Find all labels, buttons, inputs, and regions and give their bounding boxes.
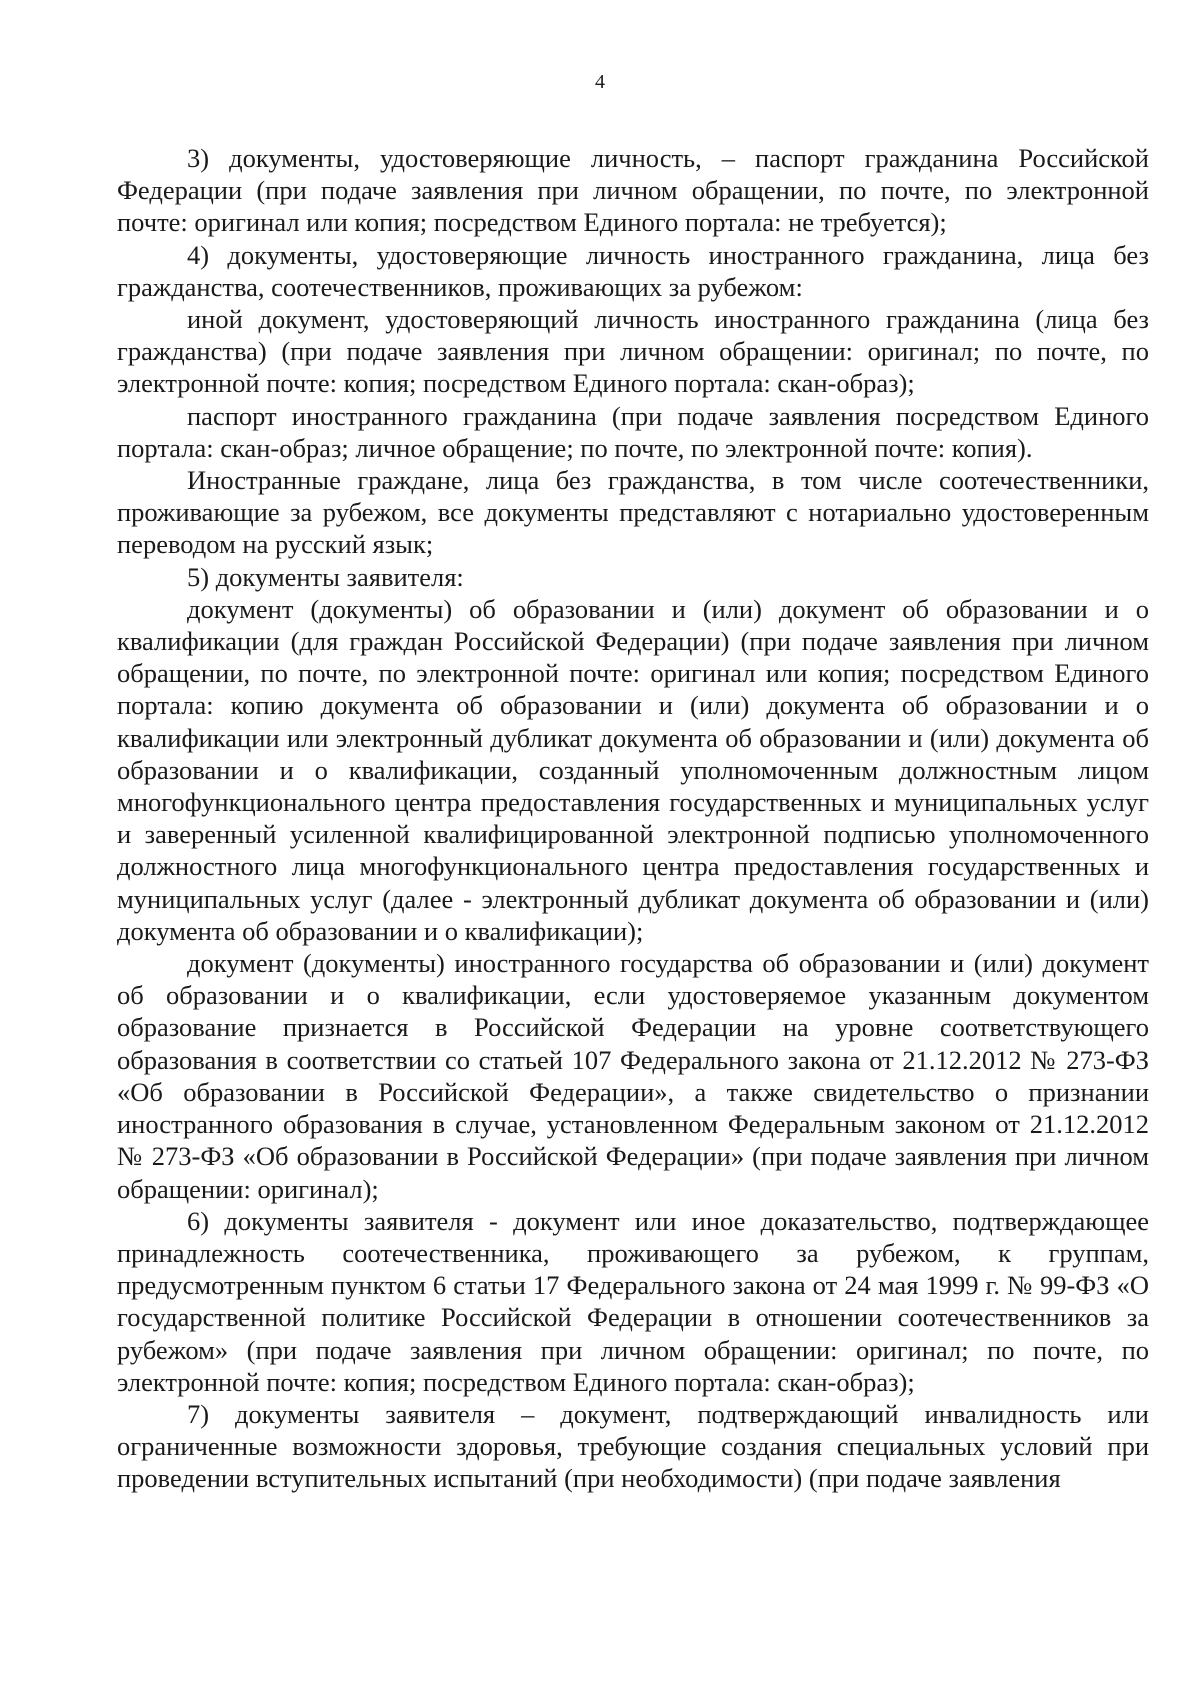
paragraph-foreign-passport: паспорт иностранного гражданина (при подаче заявления посредством Единого портала: скан-образ; личное обращение; по почте, по электронной почте: копия). [117, 400, 1149, 463]
paragraph-item-7: 7) документы заявителя – документ, подтверждающий инвалидность или ограниченные возможности здоровья, требующие создания специальных условий при проведении вступительных испытаний (при необходимости) (при подаче заявления [117, 1398, 1149, 1494]
paragraph-item-5: 5) документы заявителя: [187, 561, 464, 592]
paragraph-item-6: 6) документы заявителя - документ или иное доказательство, подтверждающее принадлежность соотечественника, проживающего за рубежом, к группам, предусмотренным пунктом 6 статьи 17 Федерального закона от 24 мая 1999 г. № 99-ФЗ «О государственной политике Российской Федерации в отношении соотечественников за рубежом» (при подаче заявления при личном обращении: оригинал; по почте, по электронной почте: копия; посредством Единого портала: скан-образ); [117, 1205, 1149, 1397]
page-number: 4 [595, 71, 605, 93]
paragraph-foreign-education-document: документ (документы) иностранного государства об образовании и (или) документ об образовании и о квалификации, если удостоверяемое указанным документом образование признается в Российской Федерации на уровне соответствующего образования в соответствии со статьей 107 Федерального закона от 21.12.2012 № 273-ФЗ «Об образовании в Российской Федерации», а также свидетельство о признании иностранного образования в случае, установленном Федеральным законом от 21.12.2012 № 273-ФЗ «Об образовании в Российской Федерации» (при подаче заявления при личном обращении: оригинал); [117, 948, 1149, 1204]
paragraph-translation-requirement: Иностранные граждане, лица без гражданства, в том числе соотечественники, проживающие за рубежом, все документы представляют с нотариально удостоверенным переводом на русский язык; [117, 465, 1149, 560]
paragraph-item-4: 4) документы, удостоверяющие личность иностранного гражданина, лица без гражданства, соотечественников, проживающих за рубежом: [117, 239, 1149, 302]
document-body [117, 142, 1149, 1495]
paragraph-education-document: документ (документы) об образовании и (или) документ об образовании и о квалификации (для граждан Российской Федерации) (при подаче заявления при личном обращении, по почте, по электронной почте: оригинал или копия; посредством Единого портала: копию документа об образовании и (или) документа об образовании и о квалификации или электронный дубликат документа об образовании и (или) документа об образовании и о квалификации, созданный уполномоченным должностным лицом многофункционального центра предоставления государственных и муниципальных услуг и заверенный усиленной квалифицированной электронной подписью уполномоченного должностного лица многофункционального центра предоставления государственных и муниципальных услуг (далее - электронный дубликат документа об образовании и (или) документа об образовании и о квалификации); [117, 593, 1149, 946]
paragraph-item-3: 3) документы, удостоверяющие личность, – паспорт гражданина Российской Федерации (при подаче заявления при личном обращении, по почте, по электронной почте: оригинал или копия; посредством Единого портала: не требуется); [117, 143, 1149, 238]
paragraph-other-id-document: иной документ, удостоверяющий личность иностранного гражданина (лица без гражданства) (при подаче заявления при личном обращении: оригинал; по почте, по электронной почте: копия; посредством Единого портала: скан-образ); [117, 304, 1149, 399]
